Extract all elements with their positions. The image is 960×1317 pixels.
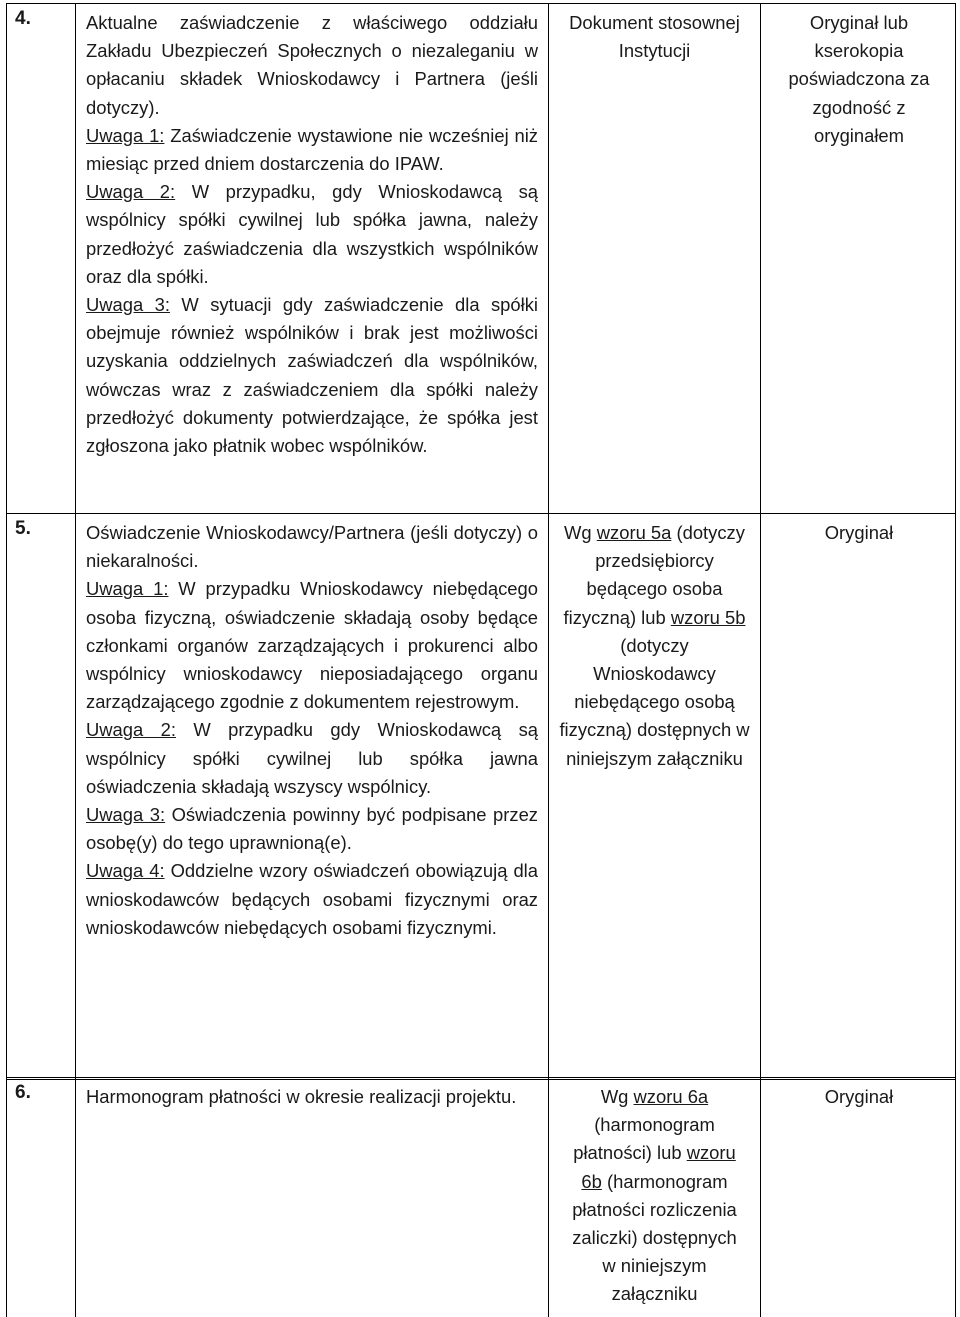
description-intro: Oświadczenie Wnioskodawcy/Partnera (jeśli dotyczy) o niekaralności. <box>86 522 538 572</box>
note-label: Uwaga 2: <box>86 181 176 203</box>
note-label: Uwaga 3: <box>86 294 170 316</box>
document-type-suffix: (dotyczy Wnioskodawcy niebędącego osobą fizyczną) dostępnych w niniejszym załączniku <box>559 634 750 769</box>
document-type-cell <box>549 4 761 513</box>
description-intro: Harmonogram płatności w okresie realizacji projektu. <box>86 1086 517 1107</box>
template-link-6a[interactable]: wzoru 6a <box>633 1086 709 1107</box>
document-type-mid: (harmonogram płatności) lub <box>573 1114 715 1164</box>
note-text: W przypadku gdy Wnioskodawcą są wspólnicy spółki cywilnej lub spółka jawna oświadczenia składają wszyscy wspólnicy. <box>86 719 538 797</box>
template-link-5b[interactable]: wzoru 5b <box>670 606 746 628</box>
document-form-cell <box>761 1078 957 1317</box>
note <box>86 122 538 178</box>
document-type-prefix: Wg <box>564 522 597 543</box>
note-label: Uwaga 1: <box>86 578 169 600</box>
note-label: Uwaga 3: <box>86 804 166 826</box>
document-type: Dokument stosownej Instytucji <box>569 12 740 62</box>
description-intro: Aktualne zaświadczenie z właściwego oddziału Zakładu Ubezpieczeń Społecznych o niezaleganiu w opłacaniu składek Wnioskodawcy i Partnera (jeśli dotyczy). <box>86 12 538 118</box>
document-type-cell <box>549 1078 761 1317</box>
description-cell <box>76 4 549 513</box>
row-number-cell <box>7 514 76 1079</box>
note <box>86 291 538 460</box>
row-number: 4. <box>15 8 31 29</box>
row-number: 5. <box>15 518 31 539</box>
description-cell <box>76 514 549 1079</box>
document-type <box>557 519 752 773</box>
note <box>86 801 538 857</box>
note-label: Uwaga 2: <box>86 719 176 741</box>
row-number: 6. <box>15 1082 31 1103</box>
table-row <box>6 3 956 513</box>
template-link-5a[interactable]: wzoru 5a <box>596 522 672 543</box>
document-type-suffix: (harmonogram płatności rozliczenia zaliczki) dostępnych w niniejszym załączniku <box>572 1170 737 1305</box>
note-text: W sytuacji gdy zaświadczenie dla spółki obejmuje również wspólników i brak jest możliwości uzyskania oddzielnych zaświadczeń dla wspólników, wówczas wraz z zaświadczeniem dla spółki należy przedłożyć dokumenty potwierdzające, że spółka jest zgłoszona jako płatnik wobec wspólników. <box>86 294 538 457</box>
note <box>86 857 538 942</box>
template-link-6b[interactable]: wzoru 6b <box>581 1142 736 1192</box>
note-label: Uwaga 1: <box>86 124 165 146</box>
note <box>86 575 538 716</box>
table-row <box>6 513 956 1080</box>
description-cell <box>76 1078 549 1317</box>
row-number-cell <box>7 4 76 513</box>
note-text: W przypadku, gdy Wnioskodawcą są wspólnicy spółki cywilnej lub spółka jawna, należy przedłożyć zaświadczenia dla wszystkich wspólników oraz dla spółki. <box>86 181 538 287</box>
note-text: W przypadku Wnioskodawcy niebędącego osoba fizyczną, oświadczenie składają osoby będące członkami organów zarządzających i prokurenci albo wspólnicy wnioskodawcy nieposiadającego organu zarządzającego zgodnie z dokumentem rejestrowym. <box>86 578 538 713</box>
document-form: Oryginał <box>824 1086 894 1107</box>
document-type <box>567 1083 742 1309</box>
document-form: Oryginał <box>824 522 894 543</box>
document-type-cell <box>549 514 761 1079</box>
document-form-cell <box>761 4 957 513</box>
document-form: Oryginał lub kserokopia poświadczona za zgodność z oryginałem <box>788 12 930 146</box>
note-text: Zaświadczenie wystawione nie wcześniej niż miesiąc przed dniem dostarczenia do IPAW. <box>86 124 538 175</box>
document-type-mid: (dotyczy przedsiębiorcy będącego osoba fizyczną) lub <box>563 522 745 628</box>
note-label: Uwaga 4: <box>86 860 165 882</box>
note <box>86 178 538 291</box>
document-form-cell <box>761 514 957 1079</box>
row-number-cell <box>7 1078 76 1317</box>
document-type-prefix: Wg <box>600 1086 634 1107</box>
note <box>86 716 538 801</box>
table-row <box>6 1077 956 1317</box>
note-text: Oddzielne wzory oświadczeń obowiązują dla wnioskodawców będących osobami fizycznymi oraz wnioskodawców niebędących osobami fizycznymi. <box>86 860 538 938</box>
note-text: Oświadczenia powinny być podpisane przez osobę(y) do tego uprawnioną(e). <box>86 804 538 854</box>
